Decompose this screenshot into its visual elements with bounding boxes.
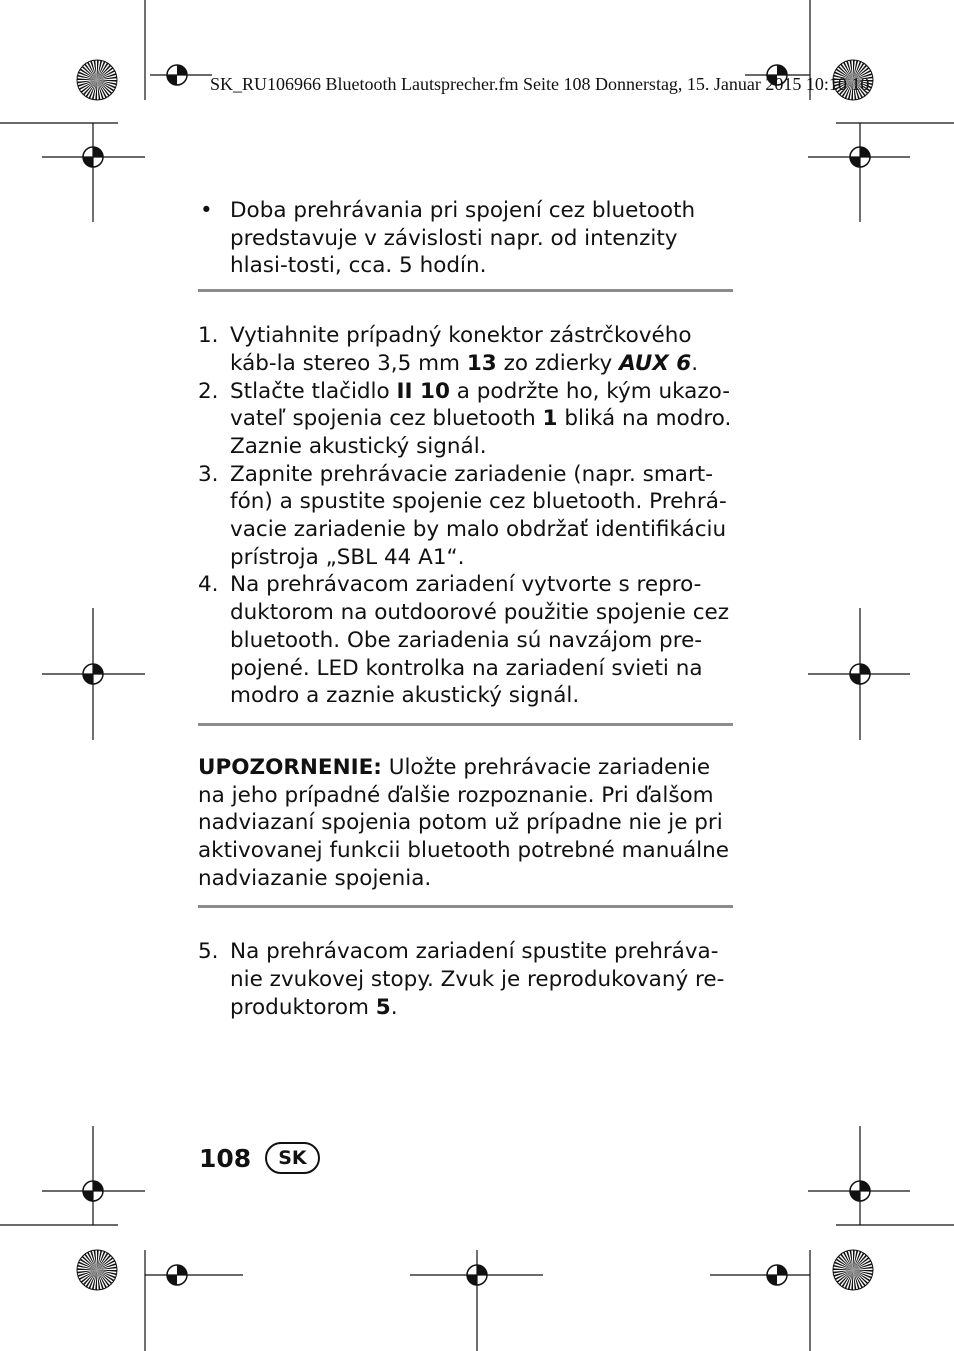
bullet-text: Doba prehrávania pri spojení cez bluetooth predstavuje v závislosti napr. od intenzity hlasi-tosti, cca. 5 hodín. <box>230 198 696 279</box>
registration-quadrant <box>167 1275 177 1285</box>
registration-quadrant <box>93 664 103 674</box>
step-item: 3. Zapnite prehrávacie zariadenie (napr. smart-fón) a spustite spojenie cez bluetooth. Prehrá-vacie zariadenie by malo obdržať identifikáciu prístroja „SBL 44 A1“. <box>198 461 727 570</box>
divider <box>198 289 733 292</box>
note-text: Uložte prehrávacie zariadenie na jeho prípadné ďalšie rozpoznanie. Pri ďalšom nadviazaní spojenia potom už prípadne nie je pri aktivovanej funkcii bluetooth potrebné manuálne nadviazanie spojenia. <box>198 754 729 891</box>
step-number: 5. <box>198 939 219 965</box>
registration-quadrant <box>860 1181 870 1191</box>
ref-number: 1 <box>542 406 558 432</box>
registration-quadrant <box>93 147 103 157</box>
step-number: 3. <box>198 461 219 487</box>
registration-quadrant <box>83 157 93 167</box>
registration-quadrant <box>467 1275 477 1285</box>
registration-quadrant <box>850 1191 860 1201</box>
steps-list <box>198 322 733 710</box>
step-number: 2. <box>198 378 219 404</box>
step-item: 2. Stlačte tlačidlo II 10 a podržte ho, kým ukazo-vateľ spojenia cez bluetooth 1 bliká na modro. Zaznie akustický signál. <box>198 378 732 459</box>
ref-button: II 10 <box>396 378 450 404</box>
registration-quadrant <box>850 674 860 684</box>
divider <box>198 723 733 726</box>
language-badge: SK <box>265 1142 319 1174</box>
step-number: 4. <box>198 572 219 598</box>
page-footer <box>199 1142 320 1174</box>
registration-quadrant <box>860 664 870 674</box>
page-number: 108 <box>199 1143 252 1173</box>
registration-quadrant <box>850 157 860 167</box>
step-item: 1. Vytiahnite prípadný konektor zástrčkového káb-la stereo 3,5 mm 13 zo zdierky AUX 6. <box>198 323 699 376</box>
ref-aux: AUX 6 <box>619 350 692 376</box>
note-paragraph <box>198 754 733 893</box>
registration-quadrant <box>177 1265 187 1275</box>
registration-quadrant <box>477 1265 487 1275</box>
file-header: SK_RU106966 Bluetooth Lautsprecher.fm Seite 108 Donnerstag, 15. Januar 2015 10:10 10 <box>210 74 870 94</box>
page-content <box>198 197 733 1022</box>
registration-quadrant <box>177 65 187 75</box>
note-label: UPOZORNENIE: <box>198 754 382 780</box>
divider <box>198 905 733 908</box>
registration-quadrant <box>83 674 93 684</box>
registration-quadrant <box>167 75 177 85</box>
step-item: 4. Na prehrávacom zariadení vytvorte s repro-duktorom na outdoorové použitie spojenie cez bluetooth. Obe zariadenia sú navzájom pre-pojené. LED kontrolka na zariadení svieti na modro a zaznie akustický signál. <box>198 572 730 709</box>
steps-list-continued <box>198 938 733 1021</box>
registration-quadrant <box>93 1181 103 1191</box>
step-number: 1. <box>198 323 219 349</box>
ref-number: 13 <box>466 350 497 376</box>
ref-number: 5 <box>375 994 391 1020</box>
registration-quadrant <box>83 1191 93 1201</box>
bullet-item <box>198 197 733 280</box>
registration-quadrant <box>860 147 870 157</box>
registration-quadrant <box>777 1265 787 1275</box>
registration-quadrant <box>767 1275 777 1285</box>
step-item: 5. Na prehrávacom zariadení spustite prehráva-nie zvukovej stopy. Zvuk je reprodukovaný re-produktorom 5. <box>198 939 725 1020</box>
